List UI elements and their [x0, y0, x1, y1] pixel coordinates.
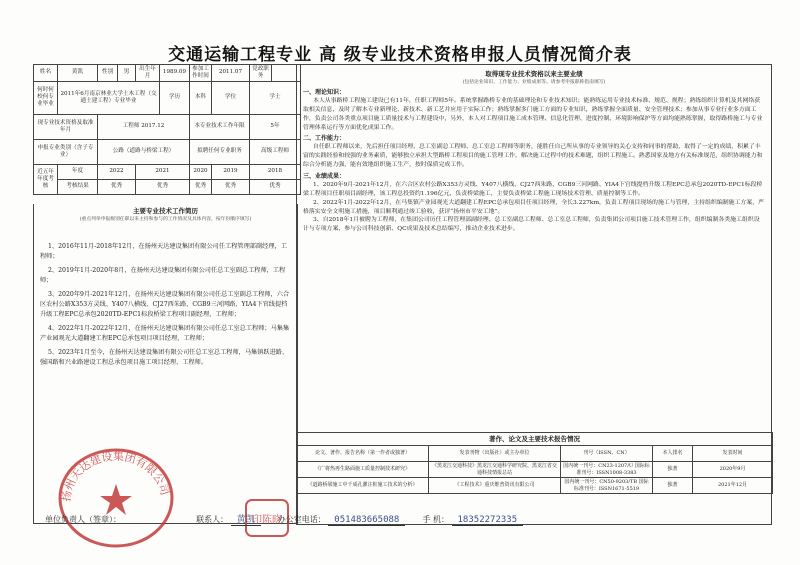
- work-history-item: 4、2022年1月-2022年12月，在扬州天达建设集团有限公司任总工室总工程师；马集集产业园观光大道翻建工程EPC总承包项目项目经理，工程师；: [40, 325, 290, 342]
- paper-date: 2021年12月: [693, 478, 773, 494]
- contact-label: 联系人：: [196, 515, 229, 524]
- seal-text: 扬州天达建设集团有限公司: [59, 449, 172, 503]
- school-value: 2011年6月南京林业大学土木工程（交通土建工程）专业毕业: [58, 81, 160, 114]
- plan-label: 拟聘任何专业职务: [190, 139, 250, 164]
- paper-date: 2020年9月: [693, 462, 773, 478]
- name-label: 姓名: [34, 65, 58, 82]
- spec-value: 公路（道路与桥梁工程）: [98, 139, 190, 164]
- edu-label: 学历: [160, 81, 190, 114]
- achievement-paragraph: 1、2020年9月-2021年12月，在六合区农村公路X353方灵线、Y407八横线、CJ27西朱路、CGB9三河网路、YIA4下官线提档升级工程EPC总承包2020TD-EPC1标段桥梁工程项目任职项目副经理，该工程总投资约1.196亿元，负责桥梁施工，主要负责桥梁工程施工现场技术管理、质量控制等工作。: [303, 182, 763, 197]
- contact-value: 黄凯: [231, 512, 261, 526]
- years-label: 本专业技术工作年限: [190, 114, 250, 139]
- years-value: 5年: [250, 114, 301, 139]
- achievement-paragraph: 2、2022年1月-2022年12月，在马集镇产业园观光大道翻建工程EPC总承包项目任项目经理，全长3.227km，负责工程项目现场的施工与管理，主持组织编制施工方案，严格落实安全文明施工措施，项目顺利通过竣工验收，获评“扬州市平安工地”。: [303, 199, 764, 215]
- unit-head-label: 单位负责人（签章）：: [45, 515, 121, 524]
- work-history-item: 1、2016年11月-2018年12月，在扬州天达建设集团有限公司任工程管理部副经理，工程师；: [40, 243, 287, 260]
- papers-col-header: 发表刊物（出版社）或主办单位: [429, 446, 561, 462]
- achievement-section-title: 三、业绩成果：: [303, 173, 346, 181]
- year-cell: 2018: [250, 164, 301, 179]
- papers-col-header: 刊号（ISSN、CN）: [561, 446, 653, 462]
- mobile-label: 手 机：: [422, 515, 449, 524]
- work-history-note: (重点列举申报级别任职以来主持和参与的工作情况及具体内容，按年份顺序填写): [79, 217, 252, 222]
- papers-col-header: 发表时间: [693, 446, 773, 462]
- paper-rank: 独著: [653, 462, 693, 478]
- plan-value: 高级工程师: [250, 139, 301, 164]
- achievement-paragraph: 3、自2018年1月被聘为工程师，在集团公司历任工程管理部副经理、总工室副总工程师、总工室总工程师，负责集团公司项目施工技术管理工作，组织编制各类施工组织设计与专项方案，参与公司科技创新、QC成果及技术总结编写，推动企业技术进步。: [303, 217, 760, 233]
- party-label: 党政职务: [250, 65, 272, 82]
- work-history-item: 5、2023年1月至今，在扬州天达建设集团有限公司任总工室总工程师，马集镇跃进路、强国路和兴业路建设工程总承包项目施工项目经理，工程师。: [40, 349, 289, 367]
- papers-table: [296, 432, 773, 494]
- mobile-value: 18352272335: [452, 515, 524, 526]
- office-phone-label: 办公室电话：: [277, 515, 326, 524]
- paper-rank: 独著: [653, 478, 693, 494]
- achievement-paragraph: 本人从事路桥工程施工建设已有11年，任职工程师5年。系统掌握路桥专业的基础理论和专业技术知识；能熟练运用专业技术标准、规范、规程；熟练组织计算机及其网络获取相关信息，及时了解本专业新理论、新技术、新工艺并应用于实际工作；熟练掌握多门施工方面的专业知识，熟练掌握全面质量、安全管理技术；参加从事专业行业多方面工作，负责公司各类重点项目施工质量技术与工程建设中，另外，本人对工程项目施工成本管理、信息化管理、进度控制、环境影响保护等方面均能熟练掌握，取得路桥施工与专业管理体系运行等方面优化成果工作。: [303, 98, 763, 131]
- gender-label: 性别: [98, 65, 118, 82]
- achievement-section-title: 一、理论知识：: [303, 89, 346, 96]
- office-phone-value: 051483665088: [328, 515, 405, 526]
- school-label: 何时何校何专业毕业: [34, 81, 58, 114]
- achievement-paragraph: 自任职工程师以来，先后担任项目经理、总工室副总工程师、总工室总工程师等职务，能胜任自己所从事的专业领导的关心支持和同事的帮助，取得了一定的成绩，积累了丰富的实践经验和较强的业务素质，能够独立承担大型路桥工程项目的施工管理工作，解决施工过程中的技术难题，组织工程施工。熟悉国家及地方有关标准规范，组织协调能力和综合分析能力强，能有效地组织施工生产，按时保质完成工作。: [303, 144, 763, 169]
- result-cell: 优秀: [250, 179, 301, 194]
- papers-col-header: 论文、著作、报告名称（第一作者或独著）: [297, 446, 429, 462]
- paper-title: 《道路桥梁施工中千成孔灌注桩施工技术的分析》: [297, 478, 429, 494]
- table-row: [297, 462, 773, 478]
- spec-label: 申报专业类别（含子专业）: [34, 139, 98, 164]
- annual-review-label: 近五年年度考核: [34, 164, 58, 194]
- birth-label: 出生年月: [136, 65, 160, 82]
- year-cell: 2022: [98, 164, 136, 179]
- result-head-label: 考核结果: [58, 179, 98, 194]
- paper-issn: 国内统一刊号：CN23-1207/U 国际标准刊号：ISSN1008-3383: [561, 462, 653, 478]
- result-cell: 优秀: [190, 179, 212, 194]
- year-cell: 2021: [136, 164, 190, 179]
- papers-col-header: 本人排名: [653, 446, 693, 462]
- year-head-label: 年度: [58, 164, 98, 179]
- paper-journal: 《工程技术》重庆维普资讯有限公司: [429, 478, 561, 494]
- work-history-heading: 主要专业技术工作简历: [133, 207, 198, 215]
- result-cell: 优秀: [136, 179, 190, 194]
- current-title-label: 现专业技术资格及取准年月: [34, 114, 98, 139]
- gender-value: 男: [118, 65, 136, 82]
- achievement-section-title: 二、工作能力：: [303, 135, 346, 143]
- work-history-item: 3、2020年9月-2021年12月，在扬州天达建设集团有限公司任总工室副总工程师，六合区农村公路X353方灵线、Y407八横线、CJ27西朱路、CGB9三河网路、YIA4下官线提档升级工程EPC总承包2020TD-EPC1标段桥梁工程项目副经理，工程师；: [40, 291, 290, 318]
- year-cell: 2019: [212, 164, 250, 179]
- work-start-label: 参加工作时间: [190, 65, 212, 82]
- paper-issn: 国内统一刊号：CN50-9203/TB 国际标准刊号：ISSN1671-5519: [561, 478, 653, 494]
- work-history-item: 2、2019年1月-2020年8月，在扬州天达建设集团有限公司任总工室副总工程师，工程师；: [40, 267, 286, 284]
- year-cell: 2020: [190, 164, 212, 179]
- stamp-text: 印陈晓: [252, 515, 282, 526]
- paper-title: 《广将热再生路面施工质量控制技术研究》: [297, 462, 429, 478]
- birth-value: 1989.09: [160, 65, 190, 82]
- degree-value: 学士: [250, 81, 301, 114]
- degree-label: 学位: [212, 81, 250, 114]
- name-value: 黄凯: [58, 65, 98, 82]
- papers-heading: 著作、论文及主要技术报告情况: [297, 433, 773, 446]
- achievements-heading: 取得现专业技术资格以来主要业绩: [485, 70, 583, 78]
- basic-info-table: [33, 64, 301, 195]
- table-row: [297, 478, 773, 494]
- company-seal: [52, 440, 180, 550]
- page-title: 交通运输工程专业 高 级专业技术资格申报人员情况简介表: [168, 45, 632, 65]
- paper-journal: 《黑龙江交通科技》黑龙江交通科学研究院、黑龙江省交通科技情报总站: [429, 462, 561, 478]
- work-start-value: 2011.07: [212, 65, 250, 82]
- signature-row: [45, 512, 765, 526]
- result-cell: 优秀: [98, 179, 136, 194]
- achievements-note: (包括论业知识、工作能力、业绩成果等。请参考申报职称指南填写): [462, 80, 606, 85]
- result-cell: 优秀: [212, 179, 250, 194]
- edu-value: 本科: [190, 81, 212, 114]
- current-title-value: 工程师 2017.12: [98, 114, 190, 139]
